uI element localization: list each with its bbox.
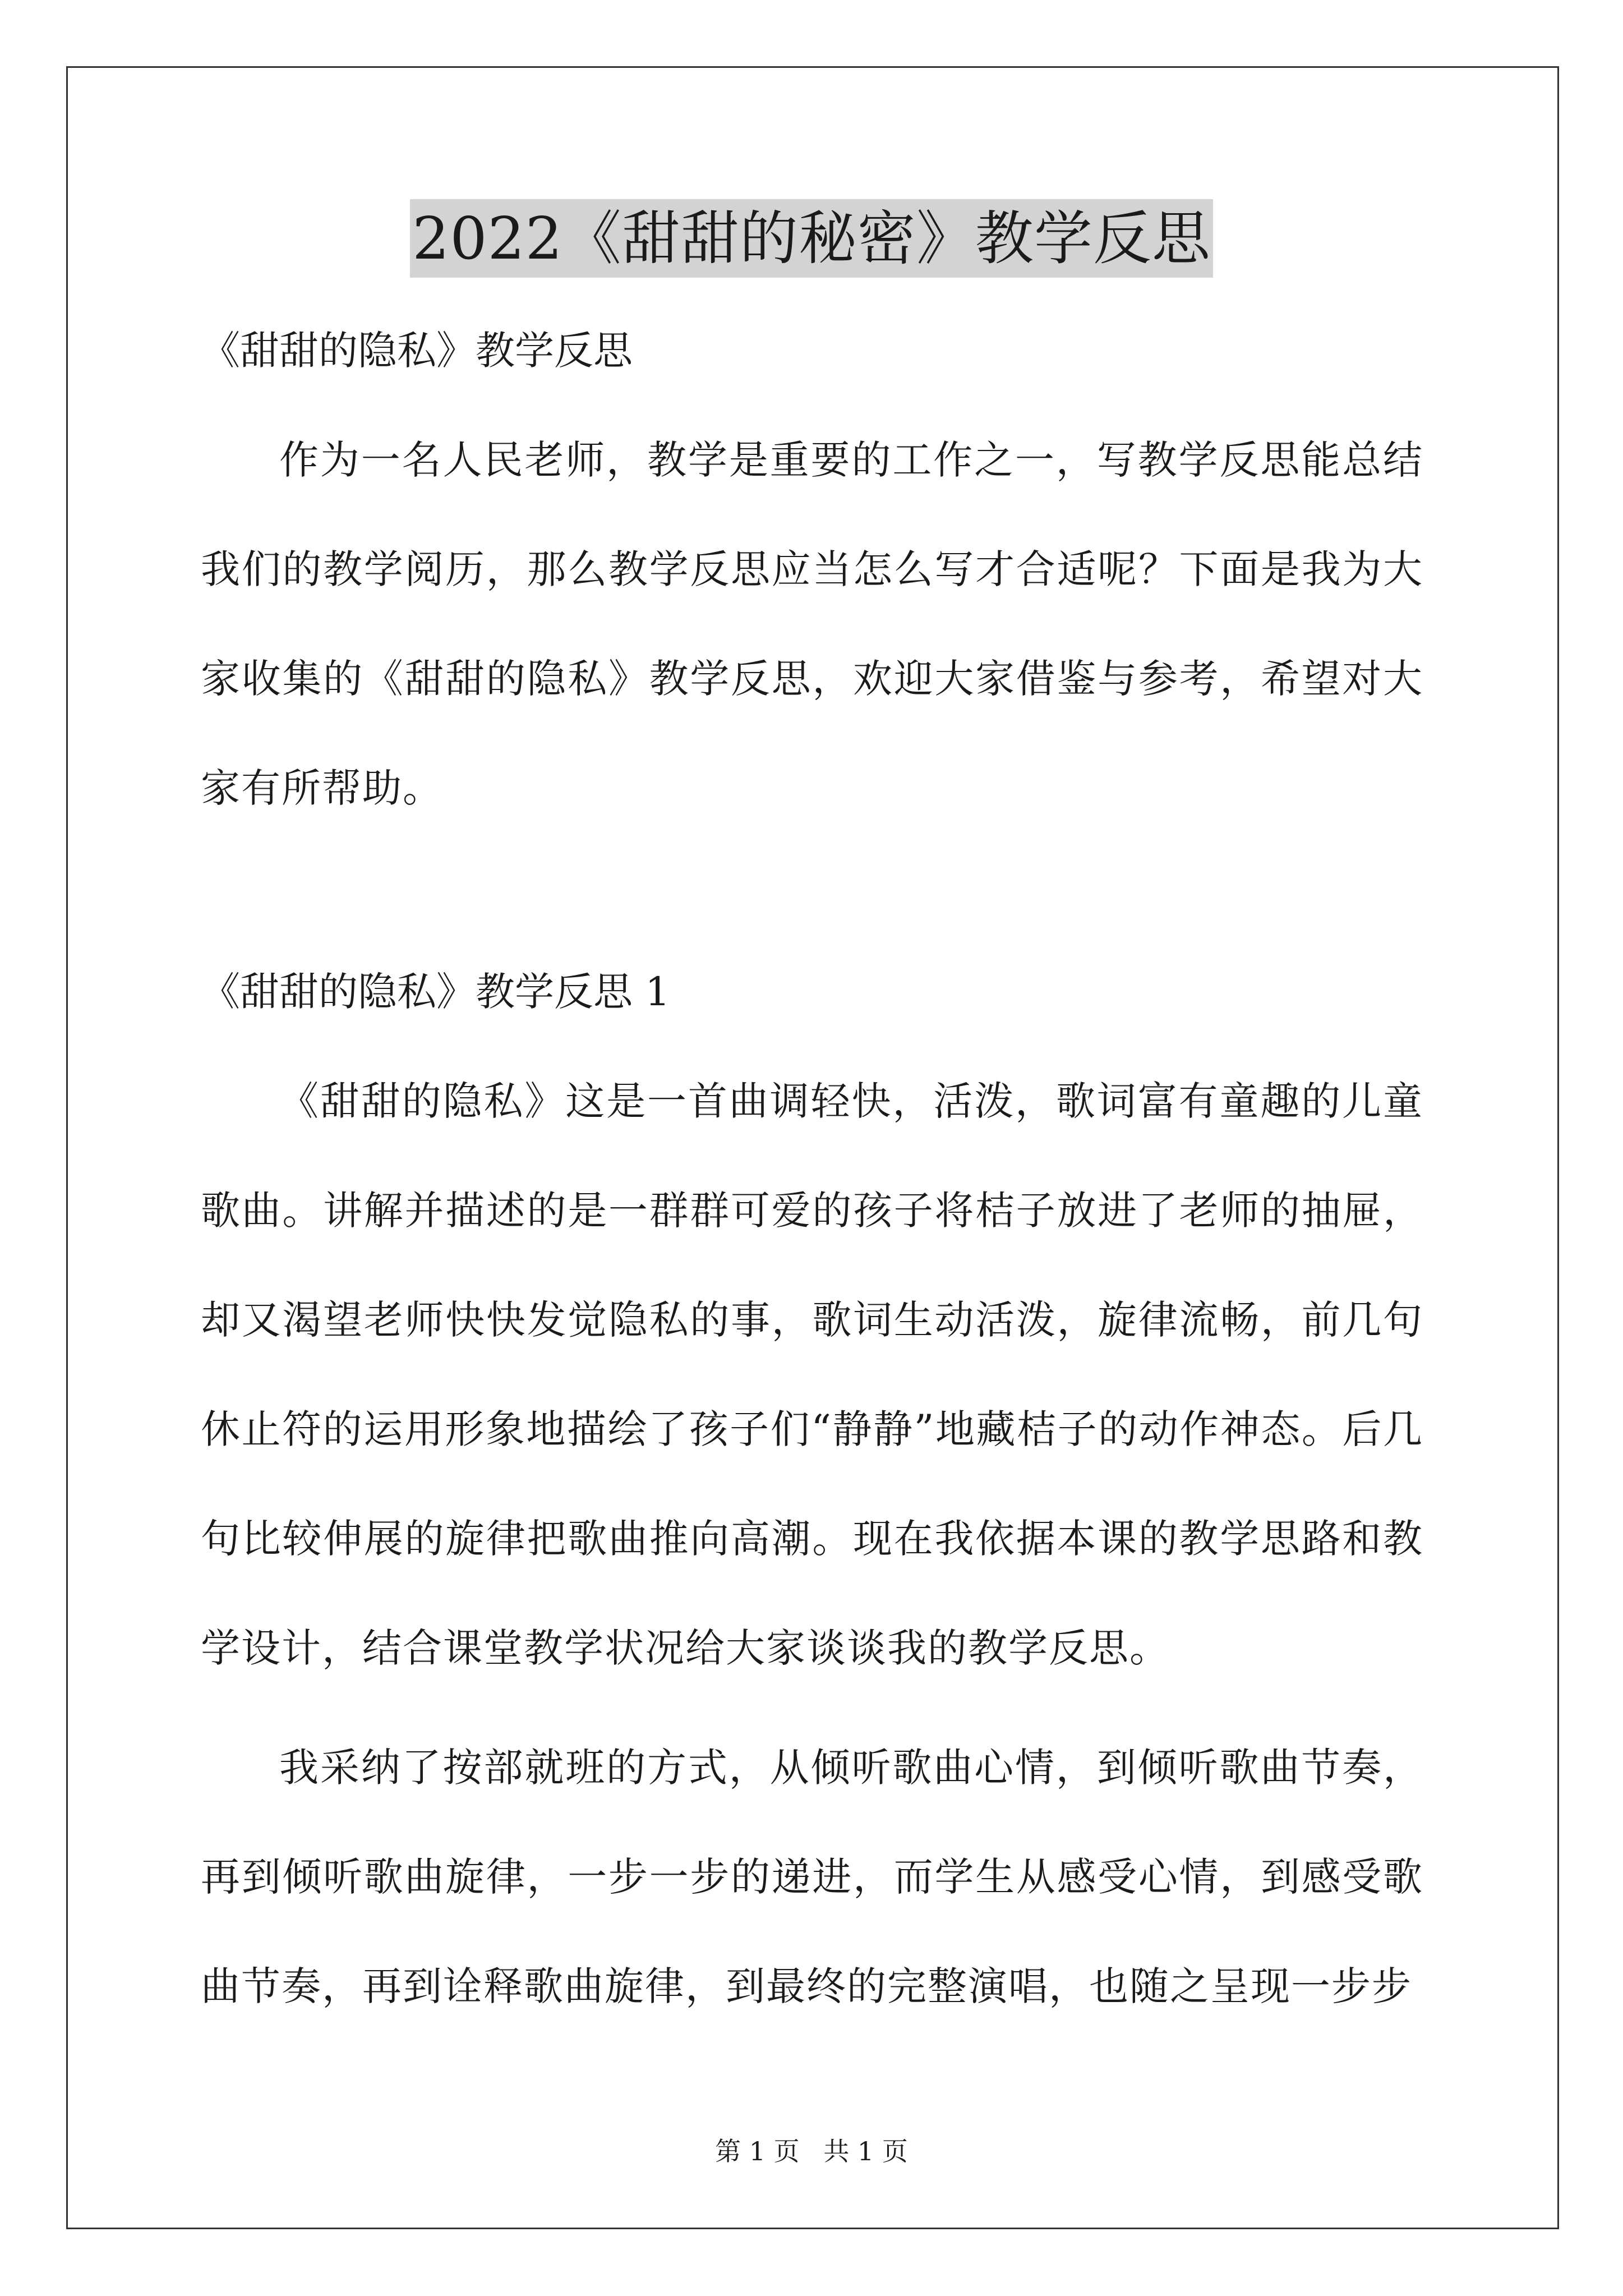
intro-heading: 《甜甜的隐私》教学反思 xyxy=(201,328,633,374)
page-footer xyxy=(0,2134,1623,2168)
section1-paragraph-1: 《甜甜的隐私》这是一首曲调轻快，活泼，歌词富有童趣的儿童歌曲。讲解并描述的是一群群可爱的孩子将桔子放进了老师的抽屉，却又渴望老师快快发觉隐私的事，歌词生动活泼，旋律流畅，前几句休止符的运用形象地描绘了孩子们“静静”地藏桔子的动作神态。后几句比较伸展的旋律把歌曲推向高潮。现在我依据本课的教学思路和教学设计，结合课堂教学状况给大家谈谈我的教学反思。 xyxy=(201,1078,1423,1671)
page-number: 第 1 页 xyxy=(715,2136,800,2166)
document-title: 2022《甜甜的秘密》教学反思 xyxy=(410,199,1213,278)
section1-heading: 《甜甜的隐私》教学反思 1 xyxy=(201,969,670,1015)
section1-paragraph-2: 我采纳了按部就班的方式，从倾听歌曲心情，到倾听歌曲节奏，再到倾听歌曲旋律，一步一步的递进，而学生从感受心情，到感受歌曲节奏，再到诠释歌曲旋律，到最终的完整演唱，也随之呈现一步步 xyxy=(201,1745,1423,2009)
document-body xyxy=(201,325,1423,2041)
page-total: 共 1 页 xyxy=(823,2136,908,2166)
title-container xyxy=(0,199,1623,278)
spacer xyxy=(201,843,1423,967)
intro-paragraph: 作为一名人民老师，教学是重要的工作之一，写教学反思能总结我们的教学阅历，那么教学反思应当怎么写才合适呢？下面是我为大家收集的《甜甜的隐私》教学反思，欢迎大家借鉴与参考，希望对大家有所帮助。 xyxy=(201,437,1423,811)
